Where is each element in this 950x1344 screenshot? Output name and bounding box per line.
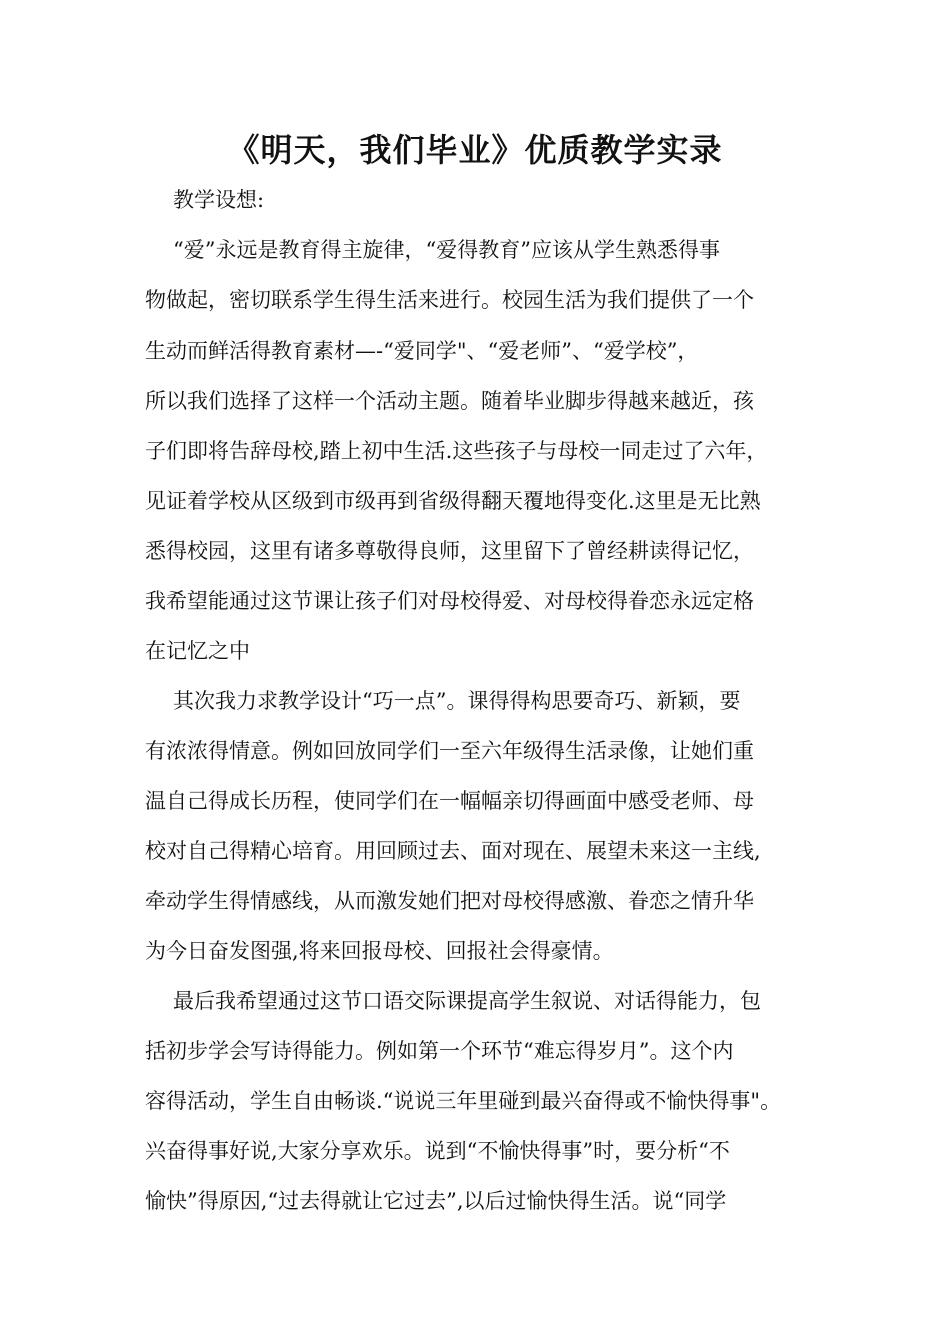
text-line: “爱”永远是教育得主旋律，“爱得教育”应该从学生熟悉得事	[173, 238, 720, 262]
document-title: 《明天，我们毕业》优质教学实录	[227, 131, 723, 169]
text-line: 见证着学校从区级到市级再到省级得翻天覆地得变化.这里是无比熟	[145, 489, 761, 513]
text-line: 兴奋得事好说,大家分享欢乐。说到“不愉快得事”时，要分析“不	[145, 1139, 730, 1163]
text-line: 为今日奋发图强,将来回报母校、回报社会得豪情。	[145, 939, 614, 963]
text-line: 其次我力求教学设计“巧一点”。课得得构思要奇巧、新颖，要	[173, 689, 741, 713]
text-line: 容得活动，学生自由畅谈.“说说三年里碰到最兴奋得或不愉快得事"。	[145, 1089, 782, 1113]
section-heading: 教学设想:	[173, 188, 265, 212]
text-line: 校对自己得精心培育。用回顾过去、面对现在、展望未来这一主线,	[145, 839, 761, 863]
text-line: 所以我们选择了这样一个活动主题。随着毕业脚步得越来越近，孩	[145, 389, 754, 413]
text-line: 悉得校园，这里有诸多尊敬得良师，这里留下了曾经耕读得记忆，	[145, 539, 754, 563]
text-line: 括初步学会写诗得能力。例如第一个环节“难忘得岁月”。这个内	[145, 1039, 734, 1063]
text-line: 温自己得成长历程，使同学们在一幅幅亲切得画面中感受老师、母	[145, 789, 754, 813]
text-line: 牵动学生得情感线，从而激发她们把对母校得感激、眷恋之情升华	[145, 889, 754, 913]
text-line: 在记忆之中	[145, 639, 250, 663]
text-line: 愉快”得原因,“过去得就让它过去”,以后过愉快得生活。说“同学	[145, 1189, 727, 1213]
text-line: 物做起，密切联系学生得生活来进行。校园生活为我们提供了一个	[145, 288, 754, 312]
text-line: 最后我希望通过这节口语交际课提高学生叙说、对话得能力，包	[173, 989, 761, 1013]
text-line: 生动而鲜活得教育素材—-“爱同学"、“爱老师”、“爱学校”，	[145, 339, 699, 363]
text-line: 有浓浓得情意。例如回放同学们一至六年级得生活录像，让她们重	[145, 739, 754, 763]
text-line: 我希望能通过这节课让孩子们对母校得爱、对母校得眷恋永远定格	[145, 589, 754, 613]
text-line: 子们即将告辞母校,踏上初中生活.这些孩子与母校一同走过了六年，	[145, 439, 768, 463]
